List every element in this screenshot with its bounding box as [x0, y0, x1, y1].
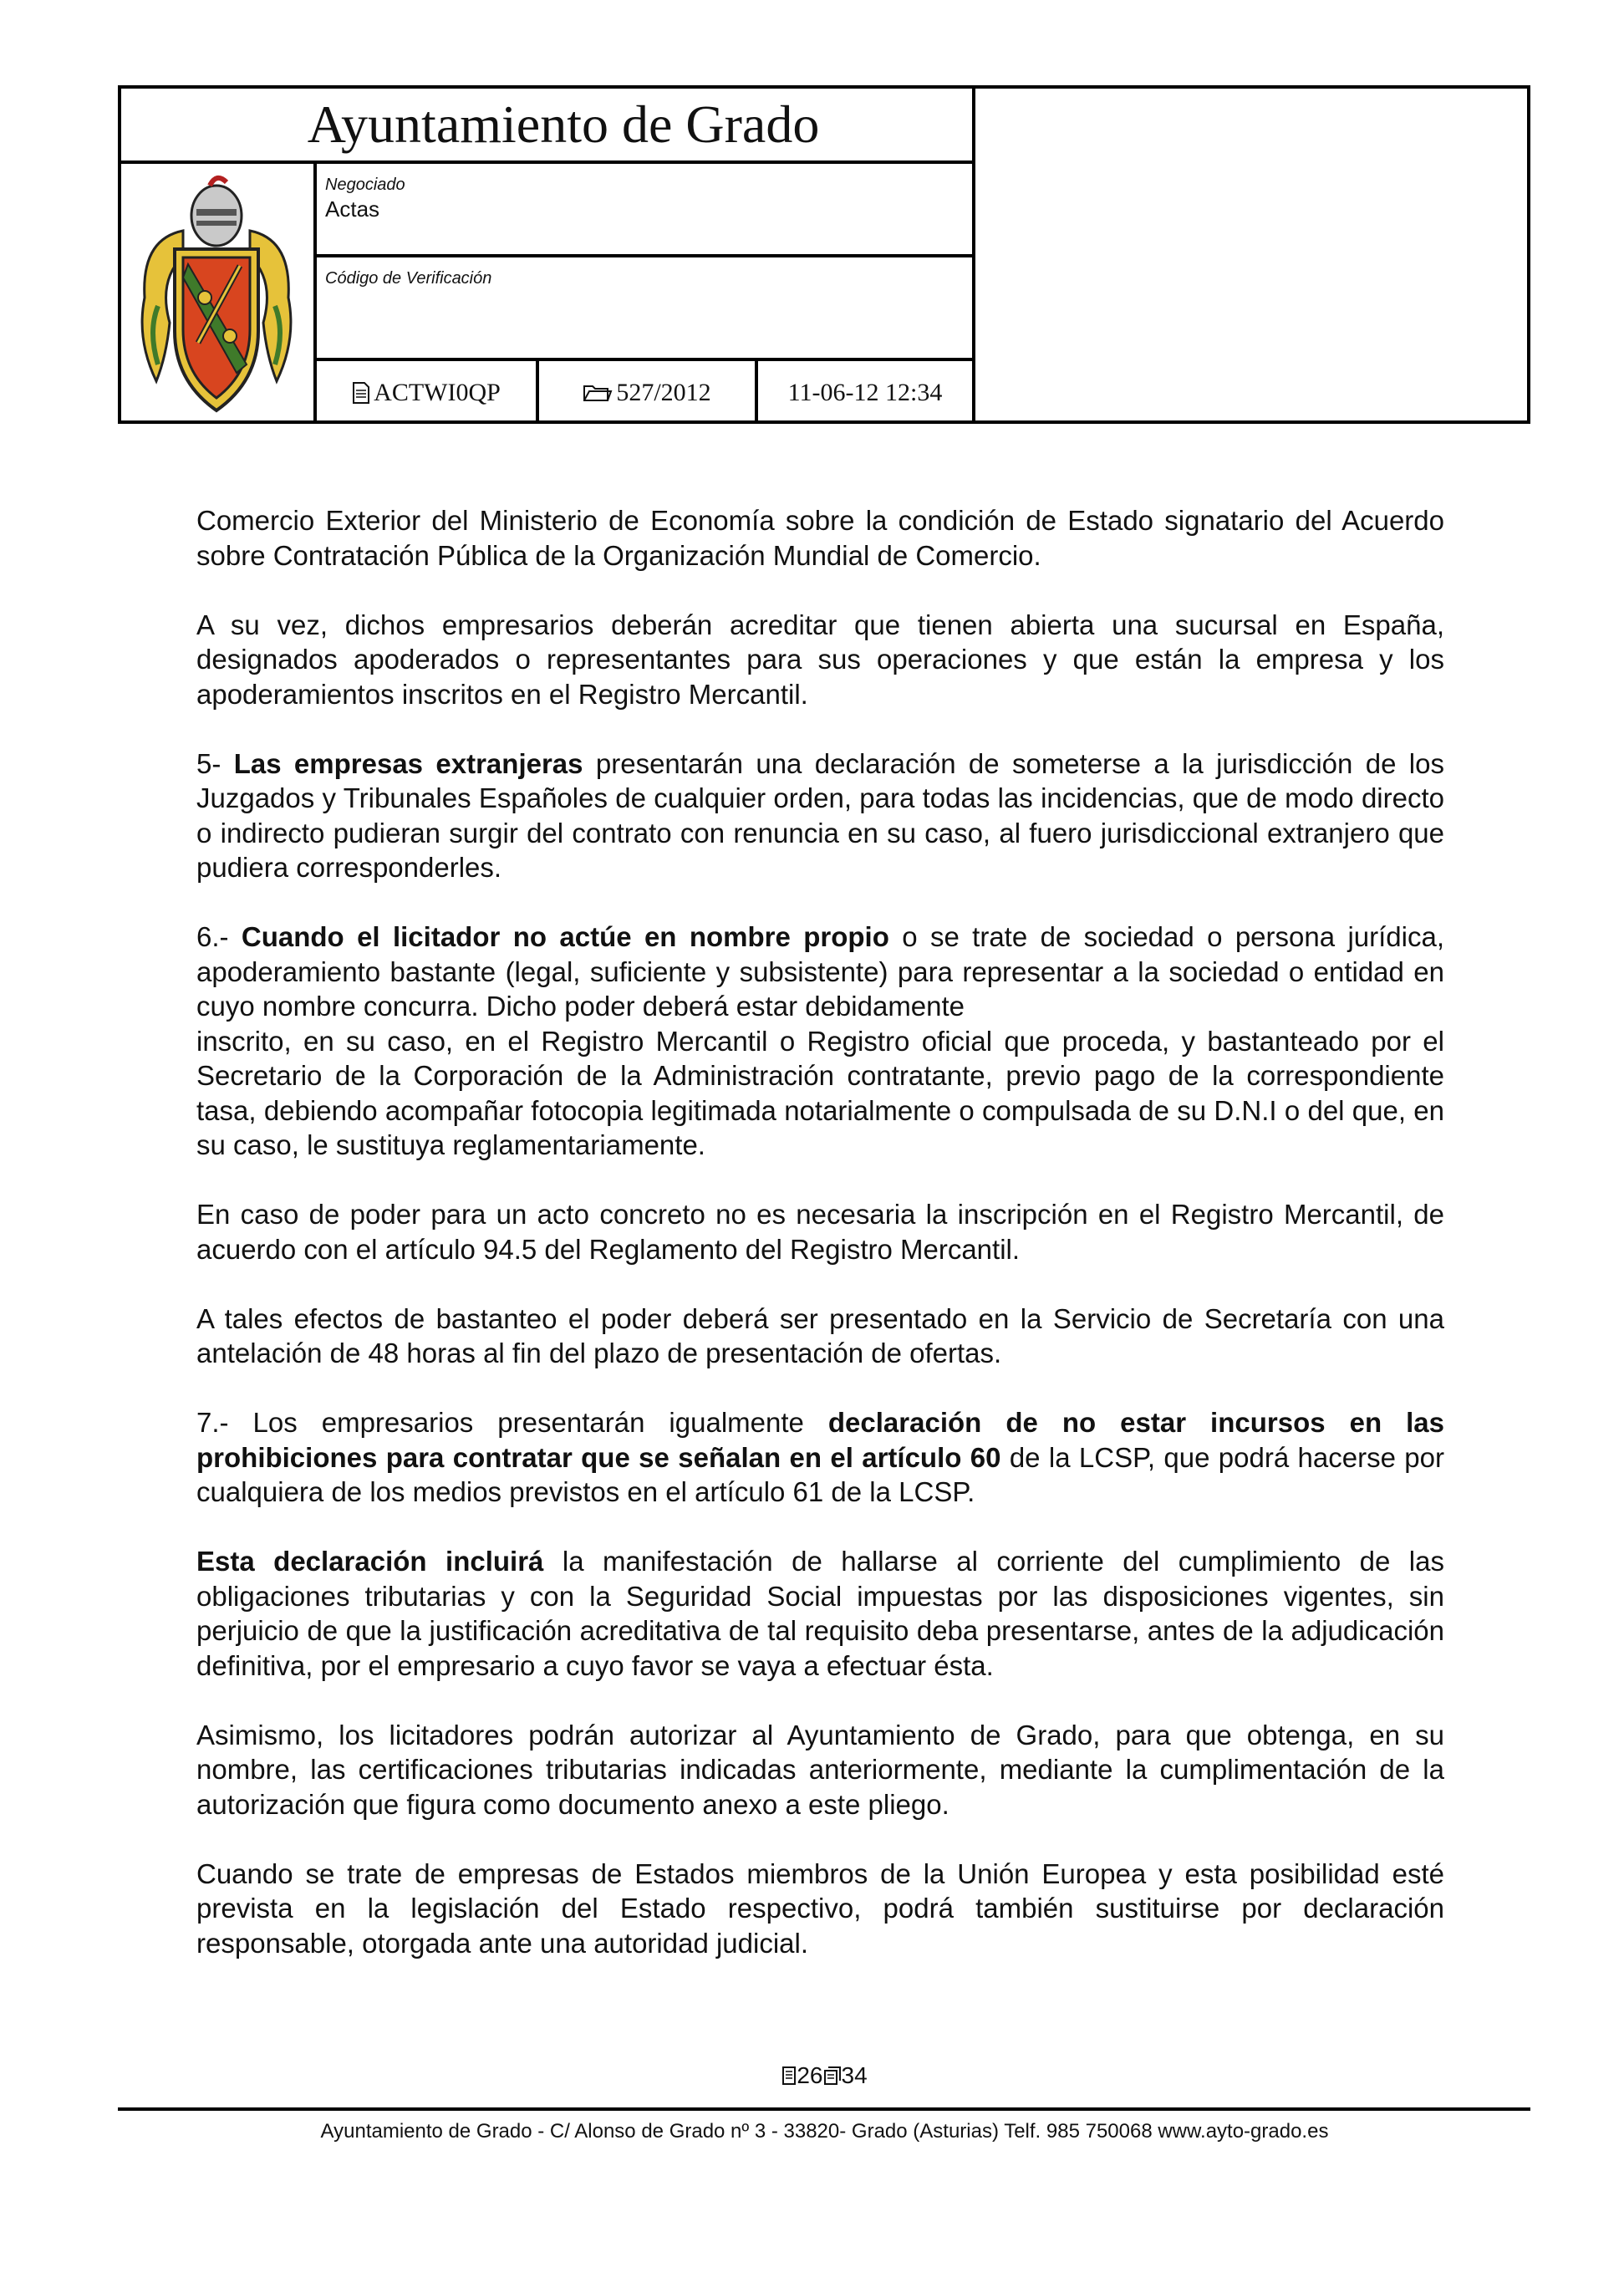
- bold-phrase: Las empresas extranjeras: [233, 747, 583, 779]
- paragraph-text: 7.- Los empresarios presentarán igualmente: [196, 1407, 828, 1438]
- footer-address: Ayuntamiento de Grado - C/ Alonso de Grado nº 3 - 33820- Grado (Asturias) Telf. 985 750068 www.ayto-grado.es: [320, 2120, 1329, 2143]
- page-indicator: [0, 2062, 1624, 2089]
- header-box: [118, 85, 1530, 424]
- verification-code-field: [317, 257, 972, 361]
- item-number: 5-: [196, 747, 234, 779]
- municipality-title: Ayuntamiento de Grado: [307, 94, 820, 154]
- paragraph: inscrito, en su caso, en el Registro Mercantil o Registro oficial que proceda, y bastanteado por el Secretario de la Corporación de la Administración contratante, previo pago de la correspondiente tasa, debiendo acompañar fotocopia legitimada notarialmente o compulsada de su D.N.I o del que, en su caso, le sustituya reglamentariamente.: [196, 1025, 1444, 1160]
- paragraph: A tales efectos de bastanteo el poder deberá ser presentado en la Servicio de Secretaría con una antelación de 48 horas al fin del plazo de presentación de ofertas.: [196, 1302, 1444, 1368]
- negociado-field: [317, 164, 972, 257]
- document-body: [196, 503, 1444, 1995]
- paragraph: Cuando se trate de empresas de Estados miembros de la Unión Europea y esta posibilidad esté prevista en la legislación del Estado respectivo, podrá también sustituirse por declaración responsable, otorgada ante una autoridad judicial.: [196, 1857, 1444, 1959]
- paragraph-text: presentarán una declaración de someterse a la jurisdicción de los Juzgados y Tribunales Españoles de cualquier orden, para todas las incidencias, que de modo directo o indirecto pudieran surgir del contrato con renuncia en su caso, al fuero jurisdiccional extranjero que pudiera corresponderles.: [196, 747, 1444, 883]
- bold-phrase: Cuando el licitador no actúe en nombre propio: [241, 921, 889, 952]
- document-code: ACTWI0QP: [374, 378, 501, 406]
- paragraph-text: de la LCSP, que podrá hacerse por cualquiera de los medios previstos en el artículo 61 de la LCSP.: [196, 1441, 1445, 1507]
- title-cell: [121, 89, 972, 164]
- document-datetime: 11-06-12 12:34: [787, 378, 943, 406]
- header-divider: [972, 89, 975, 420]
- document-icon: [352, 382, 370, 404]
- paragraph: [196, 747, 1444, 885]
- fields-area: [313, 164, 972, 424]
- footer-divider: [118, 2107, 1530, 2111]
- document-code-cell: [317, 361, 536, 424]
- bold-phrase: Esta declaración incluirá: [196, 1546, 544, 1577]
- paragraph: Asimismo, los licitadores podrán autorizar al Ayuntamiento de Grado, para que obtenga, en su nombre, las certificaciones tributarias indicadas anteriormente, mediante la cumplimentación de la autorización que figura como documento anexo a este pliego.: [196, 1719, 1444, 1820]
- expediente-number: 527/2012: [616, 378, 711, 406]
- total-pages: 34: [841, 2062, 868, 2088]
- page-icon: [781, 2066, 797, 2086]
- coat-of-arms-icon: [133, 172, 300, 419]
- paragraph: [196, 1544, 1444, 1683]
- negociado-label: Negociado: [325, 176, 405, 194]
- pages-icon: [823, 2066, 842, 2086]
- folder-icon: [583, 383, 613, 403]
- reference-row: [317, 361, 972, 424]
- paragraph-text: la manifestación de hallarse al corriente del cumplimiento de las obligaciones tributarias y con la Seguridad Social impuestas por las disposiciones vigentes, sin perjuicio de que la justificación acreditativa de tal requisito deba presentarse, antes de la adjudicación definitiva, por el empresario a cuyo favor se vaya a efectuar ésta.: [196, 1546, 1444, 1681]
- paragraph: [196, 1405, 1444, 1510]
- item-number: 6.-: [196, 921, 242, 952]
- negociado-value: Actas: [325, 196, 380, 222]
- datetime-cell: [755, 361, 972, 424]
- current-page: 26: [797, 2062, 823, 2088]
- paragraph-text: o se trate de sociedad o persona jurídica, apoderamiento bastante (legal, suficiente y subsistente) para representar a la sociedad o entidad en cuyo nombre concurra. Dicho poder deberá estar debidamente: [196, 921, 1445, 1022]
- expediente-cell: [536, 361, 755, 424]
- bold-phrase: declaración de no estar incursos en las prohibiciones para contratar que se señalan en el artículo 60: [196, 1407, 1445, 1473]
- paragraph: En caso de poder para un acto concreto no es necesaria la inscripción en el Registro Mercantil, de acuerdo con el artículo 94.5 del Reglamento del Registro Mercantil.: [196, 1199, 1444, 1265]
- paragraph: [196, 920, 1444, 1024]
- paragraph: A su vez, dichos empresarios deberán acreditar que tienen abierta una sucursal en España, designados apoderados o representantes para sus operaciones y que están la empresa y los apoderamientos inscritos en el Registro Mercantil.: [196, 609, 1444, 710]
- verification-code-label: Código de Verificación: [325, 269, 492, 288]
- paragraph: Comercio Exterior del Ministerio de Economía sobre la condición de Estado signatario del Acuerdo sobre Contratación Pública de la Organización Mundial de Comercio.: [196, 505, 1444, 571]
